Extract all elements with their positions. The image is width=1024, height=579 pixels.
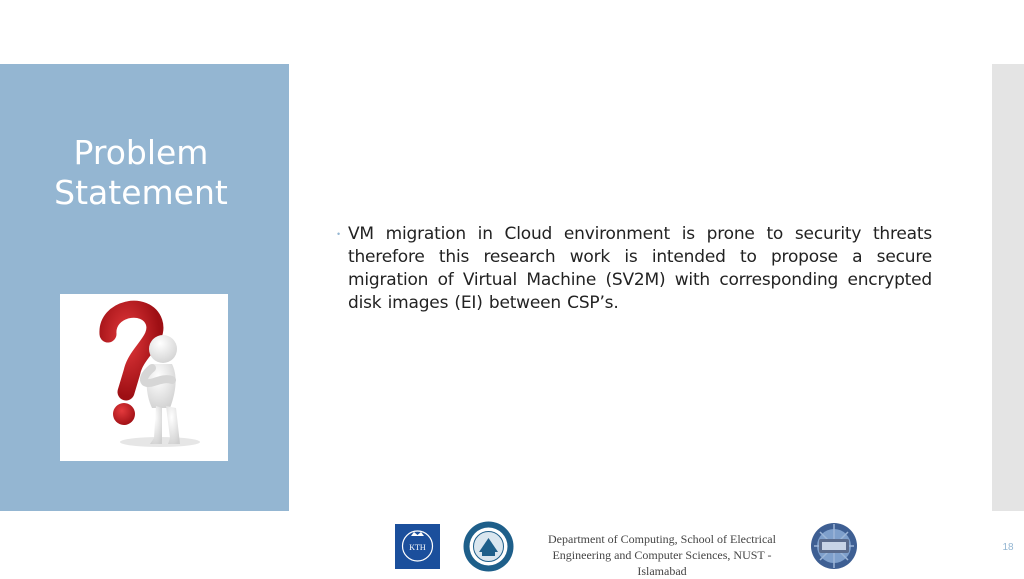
- footer-department-text: Department of Computing, School of Electrical Engineering and Computer Sciences, NUST - Islamabad: [548, 532, 776, 578]
- question-mark-figure-image: [60, 294, 228, 461]
- right-side-bar: [992, 64, 1024, 511]
- slide-title-line-2: Statement: [54, 173, 228, 212]
- bullet-list-item: [337, 223, 932, 315]
- slide-title: [0, 133, 282, 213]
- question-mark-figure-icon: [60, 294, 228, 461]
- page-number: 18: [1002, 542, 1014, 553]
- kth-logo: [395, 524, 440, 569]
- bullet-icon: •: [337, 229, 341, 239]
- content-area: [337, 223, 932, 315]
- nust-seal-icon: [462, 520, 515, 573]
- nust-logo: [462, 520, 515, 573]
- bullet-text: VM migration in Cloud environment is prone to security threats therefore this research work is intended to propose a secure migration of Virtual Machine (SV2M) with corresponding encrypted disk images (EI) between CSP’s.: [348, 224, 932, 313]
- ais-globe-icon: [810, 522, 858, 570]
- ais-logo: [810, 522, 858, 570]
- kth-crest-icon: [395, 524, 440, 569]
- kth-logo-text: KTH: [409, 543, 426, 552]
- slide-title-line-1: Problem: [73, 133, 209, 172]
